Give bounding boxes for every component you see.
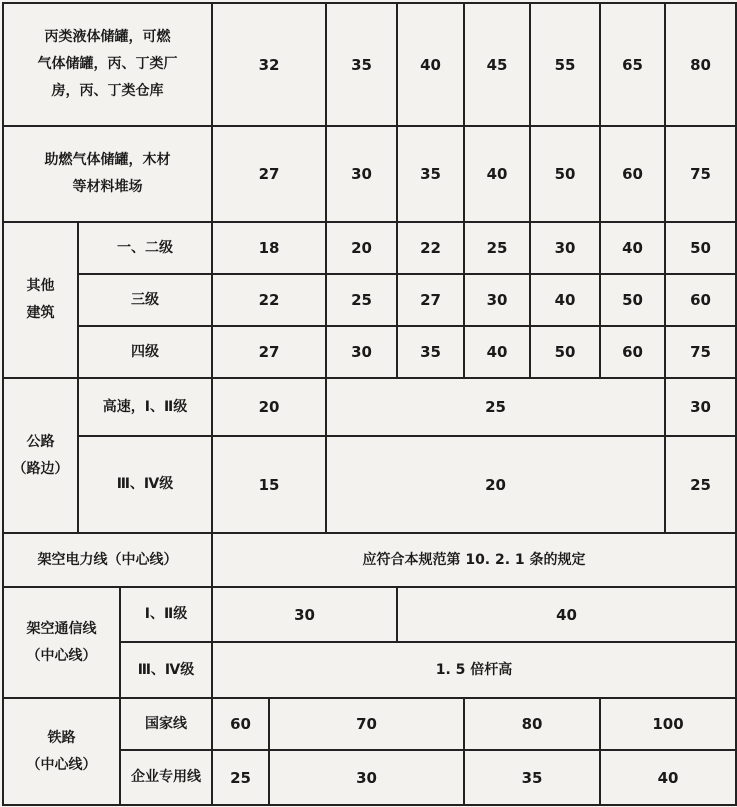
value-cell: 25 bbox=[464, 222, 530, 274]
value-cell: 100 bbox=[600, 698, 736, 750]
value-cell: 35 bbox=[397, 126, 464, 222]
value-cell: 40 bbox=[464, 326, 530, 378]
row-label-class-c-storage: 丙类液体储罐，可燃 气体储罐，丙、丁类厂 房，丙、丁类仓库 bbox=[3, 3, 212, 126]
value-cell: 40 bbox=[600, 222, 665, 274]
value-cell: 60 bbox=[212, 698, 269, 750]
table-row bbox=[3, 698, 736, 750]
value-cell: 60 bbox=[665, 274, 736, 326]
value-cell: 25 bbox=[212, 750, 269, 805]
value-cell: 25 bbox=[326, 274, 397, 326]
row-label-comm-grade-3-4: Ⅲ、Ⅳ级 bbox=[120, 642, 212, 698]
table-row bbox=[3, 222, 736, 274]
group-label-other-buildings: 其他 建筑 bbox=[3, 222, 78, 378]
value-cell: 50 bbox=[530, 326, 600, 378]
value-cell: 15 bbox=[212, 436, 326, 533]
value-cell: 1. 5 倍杆高 bbox=[212, 642, 736, 698]
row-label-power-line: 架空电力线（中心线） bbox=[3, 533, 212, 587]
group-label-railway: 铁路 （中心线） bbox=[3, 698, 120, 805]
value-cell: 30 bbox=[269, 750, 464, 805]
value-cell: 20 bbox=[212, 378, 326, 436]
table-row bbox=[3, 126, 736, 222]
row-label-grade-4: 四级 bbox=[78, 326, 212, 378]
table-row bbox=[3, 587, 736, 642]
value-cell: 50 bbox=[600, 274, 665, 326]
value-cell: 应符合本规范第 10. 2. 1 条的规定 bbox=[212, 533, 736, 587]
value-cell: 27 bbox=[397, 274, 464, 326]
value-cell: 20 bbox=[326, 222, 397, 274]
value-cell: 30 bbox=[326, 326, 397, 378]
value-cell: 80 bbox=[464, 698, 600, 750]
row-label-national-line: 国家线 bbox=[120, 698, 212, 750]
group-label-comm-line: 架空通信线 （中心线） bbox=[3, 587, 120, 698]
table-row bbox=[3, 274, 736, 326]
value-cell: 18 bbox=[212, 222, 326, 274]
value-cell: 27 bbox=[212, 326, 326, 378]
value-cell: 60 bbox=[600, 326, 665, 378]
table-row bbox=[3, 326, 736, 378]
value-cell: 70 bbox=[269, 698, 464, 750]
table-row bbox=[3, 436, 736, 533]
value-cell: 20 bbox=[326, 436, 665, 533]
value-cell: 30 bbox=[326, 126, 397, 222]
value-cell: 60 bbox=[600, 126, 665, 222]
value-cell: 55 bbox=[530, 3, 600, 126]
value-cell: 50 bbox=[530, 126, 600, 222]
value-cell: 30 bbox=[665, 378, 736, 436]
fire-spacing-table bbox=[2, 2, 737, 806]
value-cell: 50 bbox=[665, 222, 736, 274]
value-cell: 40 bbox=[397, 3, 464, 126]
value-cell: 22 bbox=[212, 274, 326, 326]
row-label-grade-3-4: Ⅲ、Ⅳ级 bbox=[78, 436, 212, 533]
value-cell: 30 bbox=[464, 274, 530, 326]
value-cell: 35 bbox=[326, 3, 397, 126]
row-label-enterprise-line: 企业专用线 bbox=[120, 750, 212, 805]
value-cell: 45 bbox=[464, 3, 530, 126]
table-row bbox=[3, 533, 736, 587]
table-row bbox=[3, 3, 736, 126]
value-cell: 40 bbox=[464, 126, 530, 222]
value-cell: 25 bbox=[326, 378, 665, 436]
row-label-expressway: 高速，Ⅰ、Ⅱ级 bbox=[78, 378, 212, 436]
row-label-comm-grade-1-2: Ⅰ、Ⅱ级 bbox=[120, 587, 212, 642]
group-label-highway: 公路 （路边） bbox=[3, 378, 78, 533]
value-cell: 75 bbox=[665, 326, 736, 378]
row-label-combustion-support: 助燃气体储罐，木材 等材料堆场 bbox=[3, 126, 212, 222]
value-cell: 35 bbox=[397, 326, 464, 378]
value-cell: 65 bbox=[600, 3, 665, 126]
row-label-grade-1-2: 一、二级 bbox=[78, 222, 212, 274]
value-cell: 30 bbox=[530, 222, 600, 274]
value-cell: 35 bbox=[464, 750, 600, 805]
value-cell: 75 bbox=[665, 126, 736, 222]
value-cell: 32 bbox=[212, 3, 326, 126]
value-cell: 27 bbox=[212, 126, 326, 222]
value-cell: 40 bbox=[530, 274, 600, 326]
row-label-grade-3: 三级 bbox=[78, 274, 212, 326]
value-cell: 40 bbox=[397, 587, 736, 642]
value-cell: 22 bbox=[397, 222, 464, 274]
table-row bbox=[3, 378, 736, 436]
value-cell: 25 bbox=[665, 436, 736, 533]
value-cell: 80 bbox=[665, 3, 736, 126]
value-cell: 30 bbox=[212, 587, 397, 642]
value-cell: 40 bbox=[600, 750, 736, 805]
